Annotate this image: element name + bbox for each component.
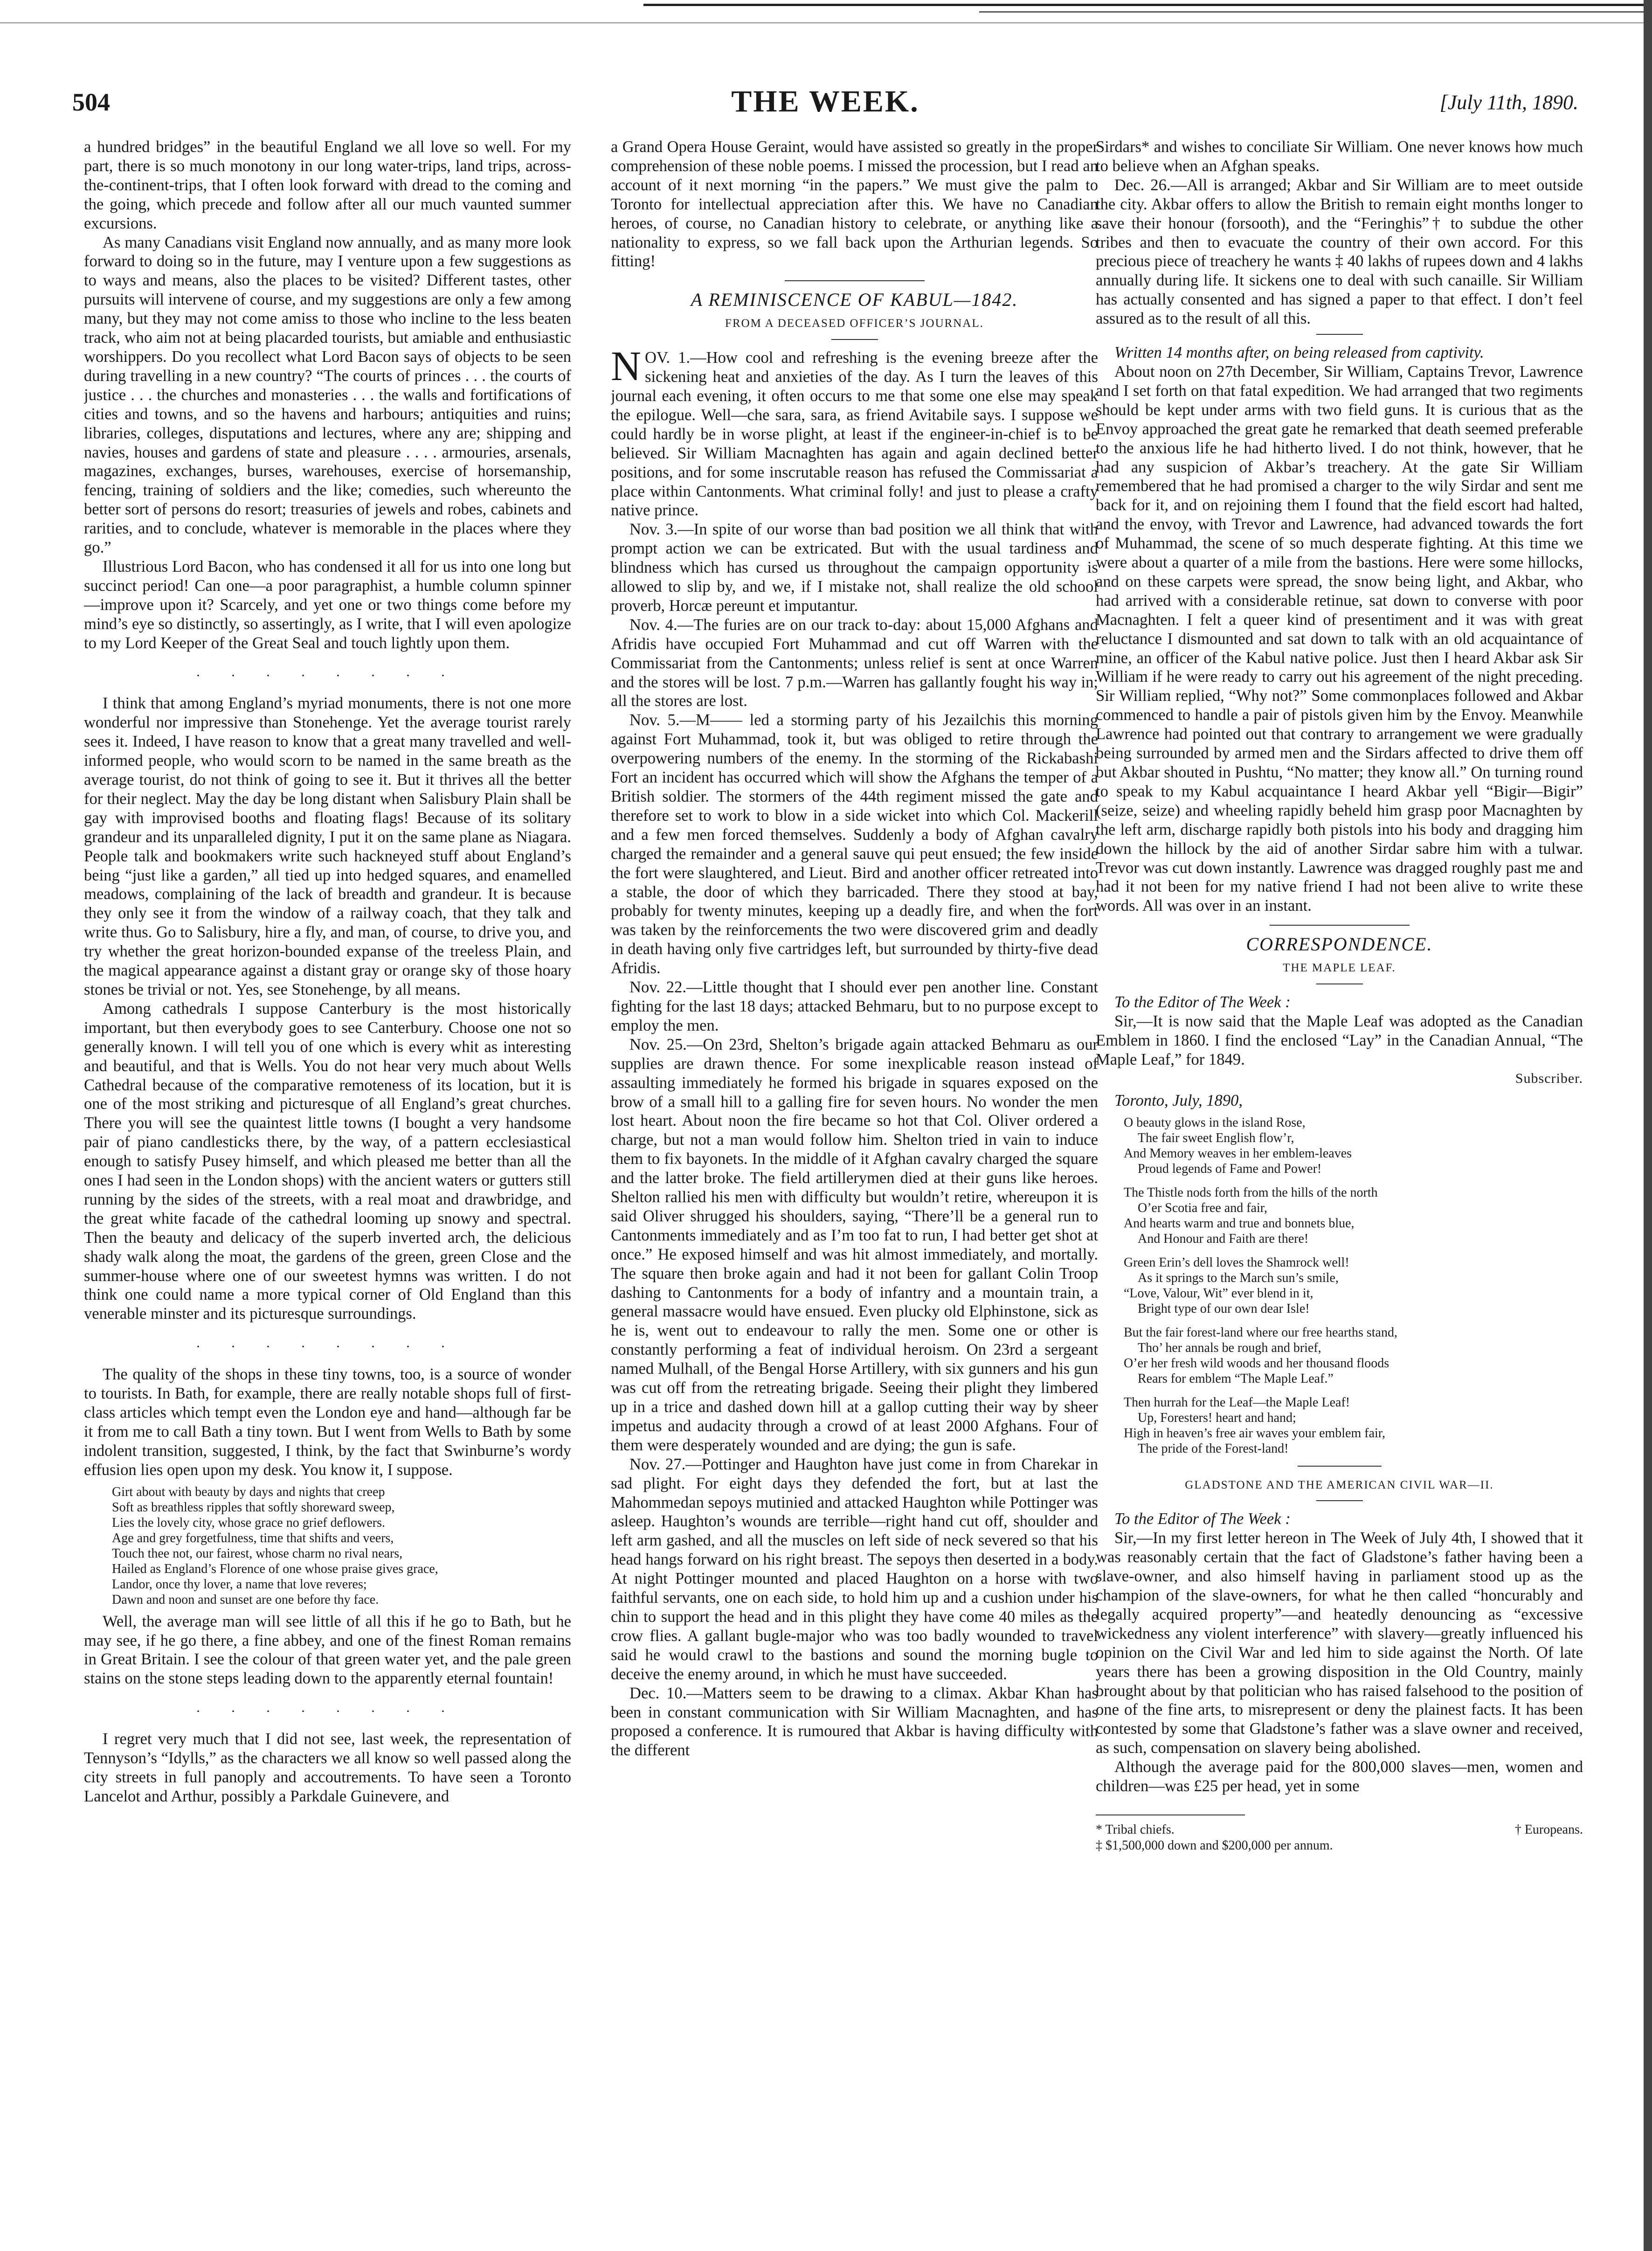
letter-salutation: To the Editor of The Week : xyxy=(1114,1510,1291,1528)
poem-line: Soft as breathless ripples that softly shoreward sweep, xyxy=(112,1500,395,1515)
stanza xyxy=(1124,1185,1583,1247)
divider xyxy=(831,339,878,340)
paragraph: Among cathedrals I suppose Canterbury is the most historically important, but then everybody goes to see Canterbury. Choose one not so generally known. I will tell you of one which is every whit as interesting and beautiful, and that is Wells. You do not hear very much about Wells Cathedral because of the comparative remoteness of its location, but it is one of the most striking and picturesque of all England’s great churches. There you will see the quaintest little towns (I bought a very handsome pair of piano candlesticks there, by the way, of a pattern ecclesiastical enough to satisfy Pusey himself, and which pleased me better than all the ones I had seen in the London shops) with the ancient waters or gutters still running by the sides of the streets, with a real moat and drawbridge, and the great white facade of the cathedral looming up snowy and spectral. Then the beauty and delicacy of the superb inverted arch, the delicious shady walk along the moat, the gardens of the green, green Close and the summer-house where one of our sweetest hymns was written. I do not think one could name a more typical corner of Old England than this venerable minster and its picturesque surroundings. xyxy=(84,999,571,1323)
poem-line: The pride of the Forest-land! xyxy=(1138,1441,1289,1456)
poem-line: Hailed as England’s Florence of one whose praise gives grace, xyxy=(112,1561,438,1576)
poem-line: And Memory weaves in her emblem-leaves xyxy=(1124,1146,1352,1161)
poem-line: O’er Scotia free and fair, xyxy=(1138,1200,1267,1215)
stanza xyxy=(1124,1115,1583,1177)
stanza xyxy=(1124,1395,1583,1456)
paragraph: Well, the average man will see little of all this if he go to Bath, but he may see, if he go there, a fine abbey, and one of the finest Roman remains in Great Britain. I see the colour of that green water yet, and the pale green stains on the stone steps leading down to the apparently eternal fountain! xyxy=(84,1612,571,1688)
poem-line: Age and grey forgetfulness, time that shifts and veers, xyxy=(112,1531,394,1545)
paragraph: The quality of the shops in these tiny towns, too, is a source of wonder to tourists. In Bath, for example, there are really notable shops full of first-class articles which tempt even the London eye and hand—although far be it from me to call Bath a tiny town. But I went from Wells to Bath by some indolent transition, suggested, I think, by the fact that Swinburne’s wordy effusion lies open upon my desk. You know it, I suppose. xyxy=(84,1365,571,1479)
paragraph: As many Canadians visit England now annually, and as many more look forward to doing so in the future, may I venture upon a few suggestions as to ways and means, also the places to be visited? Different tastes, other pursuits will intervene of course, and my suggestions are only a few among many, but they may not come amiss to those who incline to the less beaten track, who aim not at being placarded tourists, but amiable and enthusiastic worshippers. Do you recollect what Lord Bacon says of objects to be seen during travelling in a new country? “The courts of princes . . . the courts of justice . . . the churches and monasteries . . . the walls and fortifications of cities and towns, and so the havens and harbours; antiquities and ruins; libraries, colleges, disputations and lectures, where any are; shipping and navies, houses and gardens of state and pleasure . . . . armouries, arsenals, magazines, exchanges, burses, warehouses, exercise of horsemanship, fencing, training of soldiers and the like; comedies, such whereunto the better sort of persons do resort; treasuries of jewels and robes, cabinets and rarities, and to conclude, whatever is memorable in the places where they go.” xyxy=(84,233,571,557)
footnotes xyxy=(1096,1822,1583,1854)
footnote: † Europeans. xyxy=(1514,1822,1583,1837)
section-dots: . . . . . . . . xyxy=(196,1335,459,1351)
masthead: THE WEEK. xyxy=(731,84,919,118)
poem-line: The fair sweet English flow’r, xyxy=(1138,1130,1294,1145)
divider xyxy=(1316,334,1363,335)
poem-line: High in heaven’s free air waves your emblem fair, xyxy=(1124,1426,1385,1441)
swinburne-poem xyxy=(112,1484,571,1607)
journal-entry: Nov. 22.—Little thought that I should ever pen another line. Constant fighting for the last 18 days; attacked Behmaru, but to no purpose except to employ the men. xyxy=(611,978,1098,1034)
paragraph: Illustrious Lord Bacon, who has condensed it all for us into one long but succinct period! Can one—a poor paragraphist, a humble column spinner—improve upon it? Scarcely, and yet one or two things come before my mind’s eye so distinctly, so assertingly, as I write, that I will even apologize to my Lord Keeper of the Great Seal and touch lightly upon them. xyxy=(84,557,571,652)
footnote: * Tribal chiefs. xyxy=(1096,1822,1175,1837)
journal-note: Written 14 months after, on being released from captivity. xyxy=(1114,344,1484,362)
poem-line: As it springs to the March sun’s smile, xyxy=(1138,1270,1339,1285)
page-number: 504 xyxy=(72,88,110,116)
paragraph: About noon on 27th December, Sir William, Captains Trevor, Lawrence and I set forth on that fatal expedition. We had arranged that two regiments should be kept under arms with two field guns. It is curious that as the Envoy approached the great gate he remarked that death seemed preferable to the anxious life he had hitherto lived. I do not think, however, that he had any suspicion of Akbar’s treachery. At the gate Sir William remembered that he had promised a charger to the wily Sirdar and sent me back for it, and on rejoining them I found that the field escort had halted, and the envoy, with Trevor and Lawrence, had advanced towards the fort of Muhammad, the scene of so much desperate fighting. At this time we were about a quarter of a mile from the bastions. Here were some hillocks, and on these carpets were spread, the snow being light, and Akbar, who had arrived with a considerable retinue, sat down to converse with poor Macnaghten. I felt a queer kind of presentiment and it was with great reluctance I dismounted and sat down to talk with an old acquaintance of mine, an officer of the Kabul native police. Just then I heard Akbar ask Sir William if he were ready to carry out his agreement of the night preceding. Sir William replied, “Why not?” Some commonplaces followed and Akbar commenced to handle a pair of pistols given him by the Envoy. Meanwhile Lawrence had pointed out that contrary to arrangement we were gradually being surrounded by armed men and the Sirdars affected to drive them off but Akbar shouted in Pushtu, “No matter; they know all.” On turning round to speak to my Kabul acquaintance I heard Akbar yell “Bigir—Bigir” (seize, seize) and wheeling rapidly beheld him grasp poor Macnaghten by the left arm, discharge rapidly both pistols into his body and dragging him down the hillock by the aid of another Sirdar sabre him with a tulwar. Trevor was cut down instantly. Lawrence was dragged roughly past me and had it not been for my native friend I had not been alive to write these words. All was over in an instant. xyxy=(1096,362,1583,915)
paragraph: I think that among England’s myriad monuments, there is not one more wonderful nor impressive than Stonehenge. Yet the average tourist rarely sees it. Indeed, I have reason to know that a great many travelled and well-informed people, who would scorn to be named in the same breath as the average tourist, do not think of going to see it. But it thrives all the better for their neglect. May the day be long distant when Salisbury Plain shall be gay with improvised booths and floating flags! Because of its solitary grandeur and its unparalleled dignity, I put it on the same plane as Niagara. People talk and bookmakers write such hackneyed stuff about England’s being “just like a garden,” all tied up into hedged squares, and enamelled meadows, complaining of the lack of breadth and grandeur. It is because they only see it from the window of a railway coach, that they talk and write thus. Go to Salisbury, hire a fly, and man, of course, to drive you, and try whether the great horizon-bounded expanse of the treeless Plain, and the magical appearance against a distant gray or orange sky of those hoary stones be trivial or not. Yes, see Stonehenge, by all means. xyxy=(84,694,571,998)
journal-entry: NOV. 1.—How cool and refreshing is the evening breeze after the sickening heat and anxieties of the day. As I turn the leaves of this journal each evening, it often occurs to me that some one else may speak the epilogue. Well—che sara, sara, as friend Avitabile says. I suppose we could hardly be in worse plight, at least if the engineer-in-chief is to be believed. Sir William Macnaghten has again and again declined better positions, and for some inscrutable reason has refused the Commissariat a place within Cantonments. What criminal folly! and just to please a crafty native prince. xyxy=(611,343,1098,519)
journal-entry: Nov. 3.—In spite of our worse than bad position we all think that with prompt action we can be extricated. But with the usual tardiness and blindness which has cursed us throughout the campaign opportunity is allowed to slip by, and we, if I mistake not, shall realize the old school proverb, Horcæ pereunt et imputantur. xyxy=(611,520,1098,615)
poem-line: And hearts warm and true and bonnets blue, xyxy=(1124,1216,1355,1231)
poem-line: Bright type of our own dear Isle! xyxy=(1138,1301,1310,1316)
journal-entry: Nov. 4.—The furies are on our track to-day: about 15,000 Afghans and Afridis have occupied Fort Muhammad and cut off Warren with the Commissariat from the Cantonments; unless relief is sent at once Warren and the stores will be lost. 7 p.m.—Warren has gallantly fought his way in; all the stores are lost. xyxy=(611,616,1098,710)
poem-line: Up, Foresters! heart and hand; xyxy=(1138,1410,1296,1425)
poem-line: Landor, once thy lover, a name that love reveres; xyxy=(112,1577,367,1592)
divider xyxy=(1316,1500,1363,1501)
column-2 xyxy=(611,138,1098,2227)
letter-body: Sir,—In my first letter hereon in The Week of July 4th, I showed that it was reasonably certain that the fact of Gladstone’s father having been a slave-owner, and also himself having in parliament stood up as the champion of the slave-owners, for what he then called “honcurably and legally acquired property”—and heatedly denouncing as “excessive wickedness any violent interference” with slavery—greatly influenced his opinion on the Civil War and led him to side against the North. Of late years there has been a growing disposition in the Old Country, mainly brought about by that politician who has raised falsehood to the position of one of the fine arts, to misrepresent or deny the plainest facts. It has been contested by some that Gladstone’s father was a slave owner and received, as such, compensation on slavery being abolished. xyxy=(1096,1529,1583,1757)
issue-date: [July 11th, 1890. xyxy=(1439,91,1578,114)
divider xyxy=(1270,925,1410,926)
poem-line: And Honour and Faith are there! xyxy=(1138,1231,1309,1246)
journal-entry: Nov. 25.—On 23rd, Shelton’s brigade again attacked Behmaru as our supplies are drawn thence. For some inexplicable reason instead of assaulting immediately he formed his brigade in squares exposed on the brow of a small hill to a galling fire for seven hours. No wonder the men lost heart. About noon the fire became so hot that Col. Oliver ordered a charge, but not a man would follow him. Shelton tried in vain to induce them to fix bayonets. In the middle of it Afghan cavalry charged the square and the latter broke. The field artillerymen died at their guns like heroes. Shelton rallied his men with difficulty but wouldn’t retire, whereupon it is said Oliver shrugged his shoulders, saying, “There’ll be a general run to Cantonments immediately and as I’m too fat to run, I had better get shot at once.” He exposed himself and was hit almost immediately, and mortally. The square then broke again and had it not been for gallant Colin Troop dashing to Cantonments for a body of infantry and a mountain train, a general massacre would have ensued. Even plucky old Elphinstone, sick as he is, went out to endeavour to rally the men. Some one or other is constantly performing a feat of individual heroism. On 23rd a sergeant named Mulhall, of the Bengal Horse Artillery, with six gunners and his gun was cut off from the retreating brigade. Seeing their plight they limbered up in a trice and dashed down hill at a gallop cutting their way by sheer impetus and audacity through a crowd of at least 2000 Afghans. Four of them were desperately wounded and are dying; the gun is safe. xyxy=(611,1035,1098,1454)
poem-line: The Thistle nods forth from the hills of the north xyxy=(1124,1185,1378,1200)
poem-line: Lies the lovely city, whose grace no grief deflowers. xyxy=(112,1515,385,1530)
stanza xyxy=(1124,1325,1583,1386)
letter-place: Toronto, July, 1890, xyxy=(1114,1091,1243,1109)
poem-line: “Love, Valour, Wit” ever blend in it, xyxy=(1124,1286,1313,1301)
letter-title: THE MAPLE LEAF. xyxy=(1283,962,1396,975)
poem-line: O’er her fresh wild woods and her thousand floods xyxy=(1124,1356,1389,1371)
poem-line: Tho’ her annals be rough and brief, xyxy=(1138,1340,1321,1355)
article-subtitle: FROM A DECEASED OFFICER’S JOURNAL. xyxy=(725,317,984,330)
section-dots: . . . . . . . . xyxy=(196,1700,459,1716)
column-3 xyxy=(1096,138,1583,2227)
poem-line: O beauty glows in the island Rose, xyxy=(1124,1115,1306,1130)
poem-line: Touch thee not, our fairest, whose charm no rival nears, xyxy=(112,1546,403,1561)
paragraph: a Grand Opera House Geraint, would have assisted so greatly in the proper comprehension of these noble poems. I missed the procession, but I read an account of it next morning “in the papers.” We must give the palm to Toronto for intellectual appreciation after this. We have no Canadian heroes, of course, no Canadian history to celebrate, or anything like a nationality to express, so we fall back upon the Arthurian legends. So fitting! xyxy=(611,138,1098,270)
divider xyxy=(1298,1466,1382,1467)
page-header xyxy=(72,84,1578,126)
poem-line: Dawn and noon and sunset are one before thy face. xyxy=(112,1592,379,1607)
divider xyxy=(785,280,925,281)
journal-entry: Nov. 27.—Pottinger and Haughton have just come in from Charekar in sad plight. For eight days they defended the fort, but at last the Mahommedan sepoys mutinied and attacked Haughton while Pottinger was asleep. Haughton’s wounds are terrible—right hand cut off, shoulder and left arm gashed, and all the muscles on left side of neck severed so that his head hangs forward on his right breast. The sepoys then deserted in a body. At night Pottinger mounted and placed Haughton on a horse with two faithful servants, one on each side, to hold him up and a cushion under his chin to support the head and in this plight they have come 40 miles as the crow flies. A gallant bugle-major who was too badly wounded to travel said he would crawl to the bastions and sound the morning bugle to deceive the enemy around, in which he must have succeeded. xyxy=(611,1455,1098,1683)
paragraph: a hundred bridges” in the beautiful England we all love so well. For my part, there is so much monotony in our long water-trips, land trips, across-the-continent-trips, that I often look forward with dread to the coming and the going, which precede and follow after all our much vaunted summer excursions. xyxy=(84,138,571,232)
poem-line: Proud legends of Fame and Power! xyxy=(1138,1161,1322,1176)
letter-title: GLADSTONE AND THE AMERICAN CIVIL WAR—II. xyxy=(1185,1478,1494,1491)
paragraph: Sirdars* and wishes to conciliate Sir William. One never knows how much to believe when an Afghan speaks. xyxy=(1096,138,1583,175)
section-dots: . . . . . . . . xyxy=(196,664,459,680)
top-scan-border xyxy=(0,0,1652,29)
paragraph: I regret very much that I did not see, last week, the representation of Tennyson’s “Idylls,” as the characters we all know so well passed along the city streets in full panoply and accoutrements. To have seen a Toronto Lancelot and Arthur, possibly a Parkdale Guinevere, and xyxy=(84,1730,571,1805)
article-title: A REMINISCENCE OF KABUL—1842. xyxy=(691,289,1018,311)
poem-line: But the fair forest-land where our free hearths stand, xyxy=(1124,1325,1397,1340)
letter-body: Although the average paid for the 800,000 slaves—men, women and children—was £25 per head, yet in some xyxy=(1096,1758,1583,1795)
poem-line: Green Erin’s dell loves the Shamrock well! xyxy=(1124,1255,1349,1270)
journal-entry: Dec. 26.—All is arranged; Akbar and Sir William are to meet outside the city. Akbar offers to allow the British to remain eight months longer to save their honour (forsooth), and the “Feringhis”† to subdue the other tribes and then to evacuate the country of their own accord. For this precious piece of treachery he wants ‡ 40 lakhs of rupees down and 4 lakhs annually during life. It sickens one to deal with such canaille. Sir William has actually consented and has signed a paper to that effect. I don’t feel assured as to the result of all this. xyxy=(1096,176,1583,328)
right-scan-border xyxy=(1644,0,1652,2251)
poem-line: Girt about with beauty by days and nights that creep xyxy=(112,1484,385,1499)
journal-entry: Dec. 10.—Matters seem to be drawing to a climax. Akbar Khan has been in constant communication with Sir William Macnaghten, and has proposed a conference. It is rumoured that Akbar is having difficulty with the different xyxy=(611,1684,1098,1759)
poem-line: Rears for emblem “The Maple Leaf.” xyxy=(1138,1371,1334,1386)
drop-cap: N xyxy=(611,343,641,390)
letter-body: Sir,—It is now said that the Maple Leaf was adopted as the Canadian Emblem in 1860. I find the enclosed “Lay” in the Canadian Annual, “The Maple Leaf,” for 1849. xyxy=(1096,1012,1583,1068)
poem-line: Then hurrah for the Leaf—the Maple Leaf! xyxy=(1124,1395,1350,1410)
column-1 xyxy=(84,138,571,2227)
section-title: CORRESPONDENCE. xyxy=(1246,934,1433,955)
footnote: ‡ $1,500,000 down and $200,000 per annum. xyxy=(1096,1838,1333,1853)
stanza xyxy=(1124,1255,1583,1316)
journal-entry: Nov. 5.—M—— led a storming party of his Jezailchis this morning against Fort Muhammad, took it, but was obliged to retire through the overpowering numbers of the enemy. In the storming of the Rickabashi Fort an incident has occurred which will show the Afghans the temper of a British soldier. The stormers of the 44th regiment missed the gate and therefore set to work to blow in a side wicket into which Col. Mackerill and a few men forced themselves. Suddenly a body of Afghan cavalry charged the remainder and a general sauve qui peut ensued; the few inside the fort were slaughtered, and Lieut. Bird and another officer retreated into a stable, the door of which they barricaded. There they stood at bay, probably for twenty minutes, keeping up a deadly fire, and when the fort was taken by the reinforcements the two were discovered grim and deadly in death having only five cartridges left, but surrounded by thirty-five dead Afridis. xyxy=(611,711,1098,977)
letter-signature: Subscriber. xyxy=(1515,1070,1583,1086)
letter-salutation: To the Editor of The Week : xyxy=(1114,993,1291,1011)
maple-leaf-poem xyxy=(1124,1115,1583,1456)
